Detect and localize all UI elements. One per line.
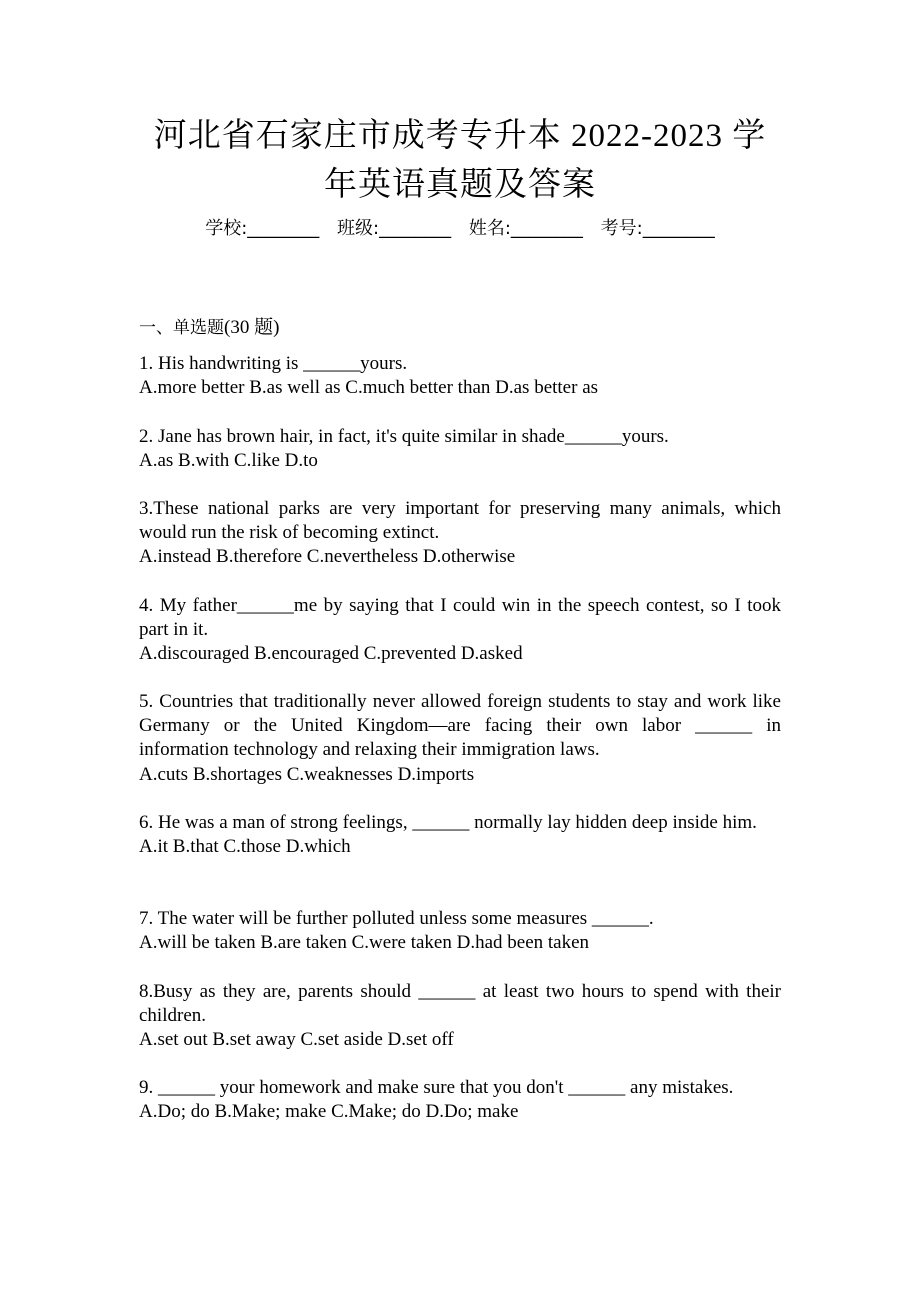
question-4 (139, 594, 781, 667)
question-options: A.Do; do B.Make; make C.Make; do D.Do; make (139, 1101, 519, 1123)
school-field: 学校:________ (205, 218, 320, 239)
question-6 (139, 811, 781, 859)
section-count: (30 题) (224, 317, 280, 338)
question-options: A.instead B.therefore C.nevertheless D.otherwise (139, 546, 516, 568)
question-stem: 4. My father______me by saying that I could win in the speech contest, so I took part in it. (139, 595, 781, 641)
question-stem: 6. He was a man of strong feelings, ______ normally lay hidden deep inside him. (139, 812, 757, 833)
document-title-line-1: 河北省石家庄市成考专升本 2022-2023 学 (153, 118, 767, 154)
question-options: A.will be taken B.are taken C.were taken D.had been taken (139, 932, 590, 954)
question-2 (139, 425, 781, 473)
question-7 (139, 907, 781, 955)
document-title-line-2: 年英语真题及答案 (324, 167, 596, 203)
question-stem: 8.Busy as they are, parents should ______ at least two hours to spend with their children. (139, 981, 781, 1027)
question-8 (139, 980, 781, 1053)
question-stem: 7. The water will be further polluted unless some measures ______. (139, 908, 654, 929)
class-field: 班级:________ (337, 218, 452, 239)
question-options: A.it B.that C.those D.which (139, 836, 351, 858)
question-options: A.as B.with C.like D.to (139, 450, 318, 472)
question-3 (139, 497, 781, 570)
question-stem: 2. Jane has brown hair, in fact, it's quite similar in shade______yours. (139, 426, 669, 447)
section-prefix: 一、单选题 (139, 318, 224, 338)
question-1 (139, 352, 781, 400)
name-field: 姓名:________ (468, 218, 583, 239)
question-options: A.more better B.as well as C.much better than D.as better as (139, 377, 599, 399)
question-options: A.cuts B.shortages C.weaknesses D.imports (139, 763, 475, 785)
question-stem: 9. ______ your homework and make sure that you don't ______ any mistakes. (139, 1077, 734, 1098)
question-stem: 3.These national parks are very important for preserving many animals, which would run the risk of becoming extinct. (139, 498, 781, 544)
question-stem: 1. His handwriting is ______yours. (139, 353, 408, 374)
question-stem: 5. Countries that traditionally never allowed foreign students to stay and work like Germany or the United Kingdom—are facing their own labor ______ in information technology and relaxing their immigration laws. (139, 691, 781, 761)
exam-number-field: 考号:________ (600, 218, 715, 239)
question-5 (139, 690, 781, 787)
student-info-row (0, 216, 920, 242)
section-heading (139, 315, 279, 341)
question-options: A.set out B.set away C.set aside D.set off (139, 1029, 454, 1051)
question-options: A.discouraged B.encouraged C.prevented D.asked (139, 643, 523, 665)
question-9 (139, 1076, 781, 1124)
